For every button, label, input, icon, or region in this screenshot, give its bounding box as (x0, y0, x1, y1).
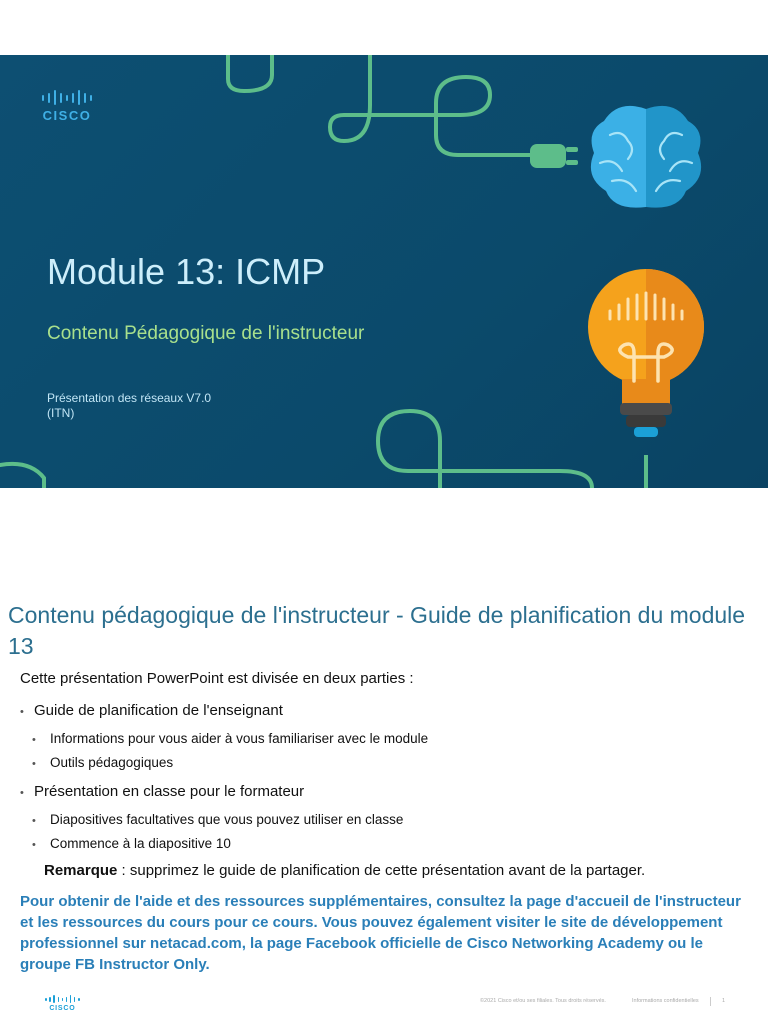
footer-page-number: 1 (722, 998, 726, 1004)
intro-text: Cette présentation PowerPoint est divisée en deux parties : (20, 670, 414, 687)
list-item-optional-slides: • Diapositives facultatives que vous pouvez utiliser en classe (32, 812, 403, 827)
list-item-starts-slide: • Commence à la diapositive 10 (32, 836, 231, 851)
footer-logo-text: CISCO (49, 1005, 76, 1012)
cisco-logo (40, 90, 94, 123)
help-resources-text: Pour obtenir de l'aide et des ressources supplémentaires, consultez la page d'accueil de l'instructeur et les ressources du cours pour ce cours. Vous pouvez également visiter le site de développement professionnel sur netacad.com, la page Facebook officielle de Cisco Networking Academy ou le groupe FB Instructor Only. (20, 893, 741, 973)
section-teacher-guide: • Guide de planification de l'enseignant (20, 702, 283, 719)
section-classroom-presentation: • Présentation en classe pour le formateur (20, 783, 304, 800)
footer-cisco-logo (44, 995, 81, 1012)
slide-title: Contenu pédagogique de l'instructeur - Guide de planification du module 13 (8, 602, 746, 659)
cisco-logo-text: CISCO (42, 108, 92, 123)
lightbulb-icon (588, 269, 704, 488)
footer-logo-bars (44, 995, 81, 1003)
cisco-logo-bars (40, 90, 94, 105)
footer-copyright: ©2021 Cisco et/ou ses filiales. Tous droits réservés. (480, 998, 606, 1004)
planning-guide-slide (0, 600, 768, 973)
course-name: Présentation des réseaux V7.0 (47, 391, 212, 405)
footer-confidential: Informations confidentielles (632, 998, 699, 1004)
brain-icon (591, 106, 701, 208)
list-item-familiarize: • Informations pour vous aider à vous familiariser avec le module (32, 731, 428, 746)
deck-subtitle: Contenu Pédagogique de l'instructeur (47, 323, 365, 344)
remark-note (44, 862, 645, 879)
title-slide-banner (0, 55, 768, 488)
course-code: (ITN) (47, 406, 75, 420)
footer-divider (710, 997, 711, 1006)
remark-label: Remarque (44, 862, 118, 879)
remark-text: : supprimez le guide de planification de cette présentation avant de la partager. (117, 862, 646, 879)
deck-title: Module 13: ICMP (47, 251, 326, 292)
course-info (47, 391, 211, 421)
list-item-tools: • Outils pédagogiques (32, 755, 173, 770)
plug-icon (530, 144, 578, 168)
